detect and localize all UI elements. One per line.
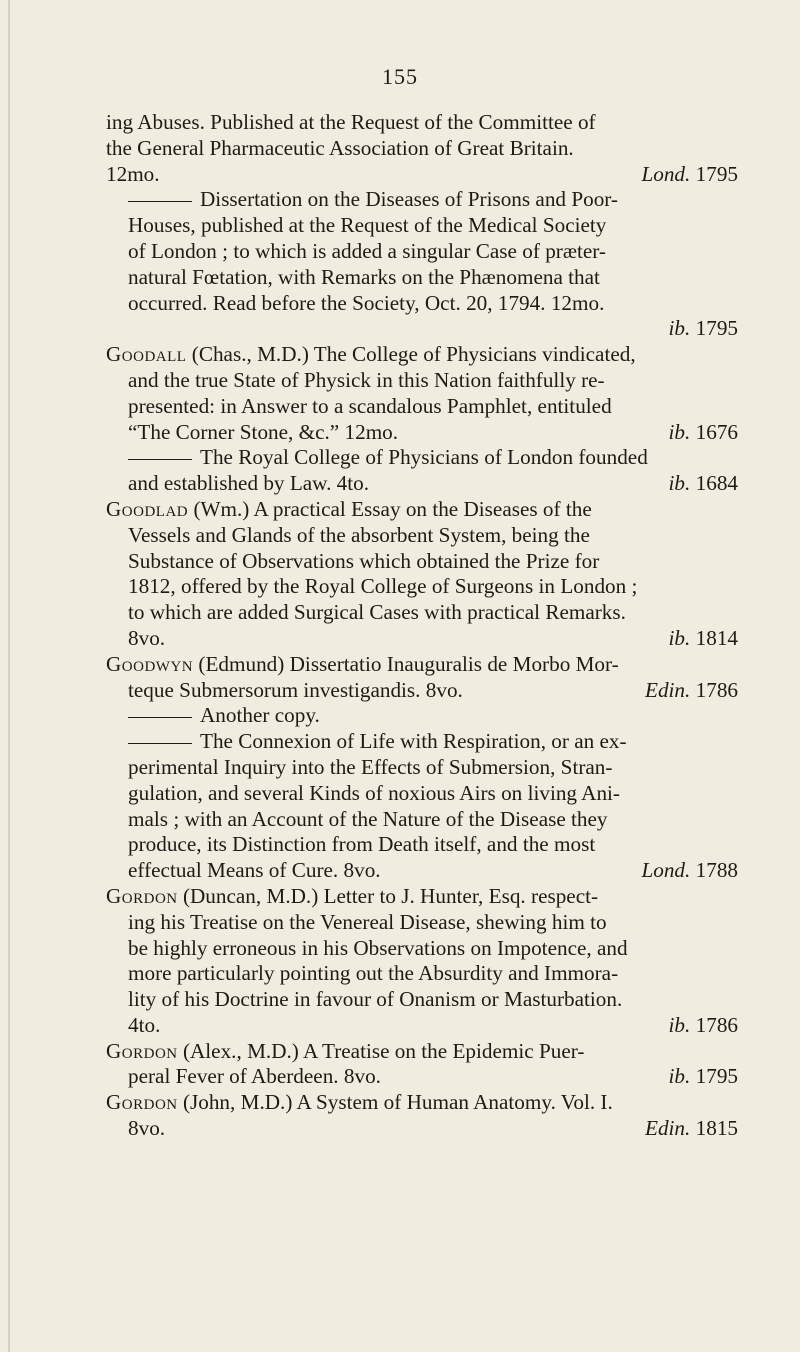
line-text: (John, M.D.) A System of Human Anatomy. Vol. I. xyxy=(177,1090,613,1115)
bibliography-entry xyxy=(106,729,738,884)
entry-line xyxy=(106,574,738,600)
author-name: Gordon xyxy=(106,883,178,908)
line-text: occurred. Read before the Society, Oct. 20, 1794. 12mo. xyxy=(128,290,605,315)
imprint-text: and established by Law. 4to. xyxy=(128,471,370,496)
imprint-year: 1676 xyxy=(695,419,738,444)
line-text: (Edmund) Dissertatio Inauguralis de Morbo Mor- xyxy=(193,651,619,676)
entry-line xyxy=(106,445,738,471)
entry-line xyxy=(106,187,738,213)
imprint-place-year xyxy=(669,471,738,497)
imprint-year: 1815 xyxy=(695,1116,738,1141)
imprint-text: 8vo. xyxy=(128,625,166,650)
imprint-line xyxy=(106,162,738,188)
entry-line xyxy=(106,781,738,807)
entry-line xyxy=(106,497,738,523)
line-text: gulation, and several Kinds of noxious Airs on living Ani- xyxy=(128,780,620,805)
line-text: Vessels and Glands of the absorbent System, being the xyxy=(128,522,590,547)
line-text: ing Abuses. Published at the Request of the Committee of xyxy=(106,110,596,134)
line-text: more particularly pointing out the Absurdity and Immora- xyxy=(128,961,619,986)
imprint-year: 1795 xyxy=(695,316,738,341)
imprint-place-year xyxy=(641,162,738,188)
line-text: The Royal College of Physicians of London founded xyxy=(200,445,648,470)
entry-line xyxy=(106,213,738,239)
bibliography-entry xyxy=(106,1090,738,1142)
line-text: mals ; with an Account of the Nature of the Disease they xyxy=(128,806,608,831)
author-name: Gordon xyxy=(106,1038,178,1063)
imprint-year: 1786 xyxy=(695,677,738,702)
imprint-year: 1814 xyxy=(695,625,738,650)
line-text: produce, its Distinction from Death itself, and the most xyxy=(128,832,596,857)
entry-line xyxy=(106,755,738,781)
entry-line xyxy=(106,342,738,368)
entry-line xyxy=(106,239,738,265)
entry-line xyxy=(106,987,738,1013)
entry-line xyxy=(106,936,738,962)
entry-line xyxy=(106,523,738,549)
line-text: (Alex., M.D.) A Treatise on the Epidemic Puer- xyxy=(177,1038,585,1063)
entry-line xyxy=(106,265,738,291)
imprint-place-year xyxy=(641,858,738,884)
entry-line xyxy=(106,1090,738,1116)
bibliography-entry xyxy=(106,652,738,704)
entry-line xyxy=(106,729,738,755)
imprint-text: 8vo. xyxy=(128,1116,166,1141)
line-text: (Wm.) A practical Essay on the Diseases of the xyxy=(188,496,592,521)
imprint-place: Edin. xyxy=(645,677,691,702)
imprint-place-year xyxy=(669,626,738,652)
line-text: of London ; to which is added a singular Case of præter- xyxy=(128,238,606,263)
imprint-place-year xyxy=(669,316,738,342)
ditto-dash xyxy=(128,743,192,744)
imprint-place-year xyxy=(645,678,738,704)
entry-line xyxy=(106,910,738,936)
author-name: Goodwyn xyxy=(106,651,194,676)
author-name: Goodall xyxy=(106,342,187,367)
line-text: 1812, offered by the Royal College of Surgeons in London ; xyxy=(128,574,638,599)
imprint-place-year xyxy=(669,1064,738,1090)
entry-line xyxy=(106,549,738,575)
line-text: the General Pharmaceutic Association of Great Britain. xyxy=(106,135,574,160)
line-text: Houses, published at the Request of the Medical Society xyxy=(128,213,607,238)
entry-line xyxy=(106,136,738,162)
imprint-line xyxy=(106,1116,738,1142)
entry-line xyxy=(106,703,738,729)
imprint-line xyxy=(106,626,738,652)
ditto-dash xyxy=(128,717,192,718)
line-text: and the true State of Physick in this Nation faithfully re- xyxy=(128,367,605,392)
imprint-place: Lond. xyxy=(641,858,691,883)
imprint-line xyxy=(106,678,738,704)
imprint-line xyxy=(106,316,738,342)
ditto-dash xyxy=(128,459,192,460)
imprint-text: 12mo. xyxy=(106,161,160,186)
imprint-place-year xyxy=(669,420,738,446)
bibliography-list xyxy=(106,110,738,1142)
author-name: Goodlad xyxy=(106,496,189,521)
ditto-dash xyxy=(128,201,192,202)
entry-line xyxy=(106,652,738,678)
imprint-text: effectual Means of Cure. 8vo. xyxy=(128,858,381,883)
entry-line xyxy=(106,394,738,420)
author-name: Gordon xyxy=(106,1090,178,1115)
line-text: (Duncan, M.D.) Letter to J. Hunter, Esq. respect- xyxy=(177,883,599,908)
line-text: ing his Treatise on the Venereal Disease, shewing him to xyxy=(128,909,607,934)
imprint-place-year xyxy=(669,1013,738,1039)
entry-line xyxy=(106,1039,738,1065)
imprint-place: Edin. xyxy=(645,1116,691,1141)
line-text: The Connexion of Life with Respiration, or an ex- xyxy=(200,729,627,754)
imprint-line xyxy=(106,1013,738,1039)
bibliography-entry xyxy=(106,497,738,652)
imprint-place-year xyxy=(645,1116,738,1142)
line-text: lity of his Doctrine in favour of Onanism or Masturbation. xyxy=(128,987,623,1012)
line-text: Dissertation on the Diseases of Prisons and Poor- xyxy=(200,187,618,212)
imprint-line xyxy=(106,420,738,446)
imprint-place: ib. xyxy=(668,471,691,496)
page-number: 155 xyxy=(382,64,418,89)
line-text: perimental Inquiry into the Effects of Submersion, Stran- xyxy=(128,754,613,779)
imprint-place: Lond. xyxy=(641,161,691,186)
bibliography-entry xyxy=(106,703,738,729)
imprint-place: ib. xyxy=(668,316,691,341)
bibliography-entry xyxy=(106,187,738,342)
bibliography-entry xyxy=(106,884,738,1039)
imprint-year: 1684 xyxy=(695,471,738,496)
entry-line xyxy=(106,368,738,394)
imprint-year: 1795 xyxy=(695,161,738,186)
line-text: be highly erroneous in his Observations on Impotence, and xyxy=(128,935,628,960)
line-text: to which are added Surgical Cases with practical Remarks. xyxy=(128,600,626,625)
imprint-place: ib. xyxy=(668,1012,691,1037)
line-text: (Chas., M.D.) The College of Physicians vindicated, xyxy=(186,342,636,367)
imprint-text: teque Submersorum investigandis. 8vo. xyxy=(128,677,463,702)
imprint-place: ib. xyxy=(668,419,691,444)
line-text: presented: in Answer to a scandalous Pamphlet, entituled xyxy=(128,393,612,418)
line-text: natural Fœtation, with Remarks on the Phænomena that xyxy=(128,264,600,289)
imprint-place: ib. xyxy=(668,1064,691,1089)
imprint-year: 1788 xyxy=(695,858,738,883)
bibliography-entry xyxy=(106,445,738,497)
imprint-year: 1795 xyxy=(695,1064,738,1089)
bibliography-entry xyxy=(106,342,738,445)
imprint-line xyxy=(106,858,738,884)
line-text: Another copy. xyxy=(200,703,320,728)
imprint-text: “The Corner Stone, &c.” 12mo. xyxy=(128,419,399,444)
bibliography-entry xyxy=(106,110,738,187)
entry-line xyxy=(106,110,738,136)
imprint-year: 1786 xyxy=(695,1012,738,1037)
imprint-text: peral Fever of Aberdeen. 8vo. xyxy=(128,1064,381,1089)
imprint-text: 4to. xyxy=(128,1012,161,1037)
imprint-line xyxy=(106,1064,738,1090)
line-text: Substance of Observations which obtained the Prize for xyxy=(128,548,600,573)
bibliography-entry xyxy=(106,1039,738,1091)
entry-line xyxy=(106,961,738,987)
page-edge-shadow xyxy=(8,0,10,1352)
entry-line xyxy=(106,291,738,317)
entry-line xyxy=(106,884,738,910)
imprint-place: ib. xyxy=(668,625,691,650)
imprint-line xyxy=(106,471,738,497)
entry-line xyxy=(106,807,738,833)
entry-line xyxy=(106,600,738,626)
entry-line xyxy=(106,832,738,858)
